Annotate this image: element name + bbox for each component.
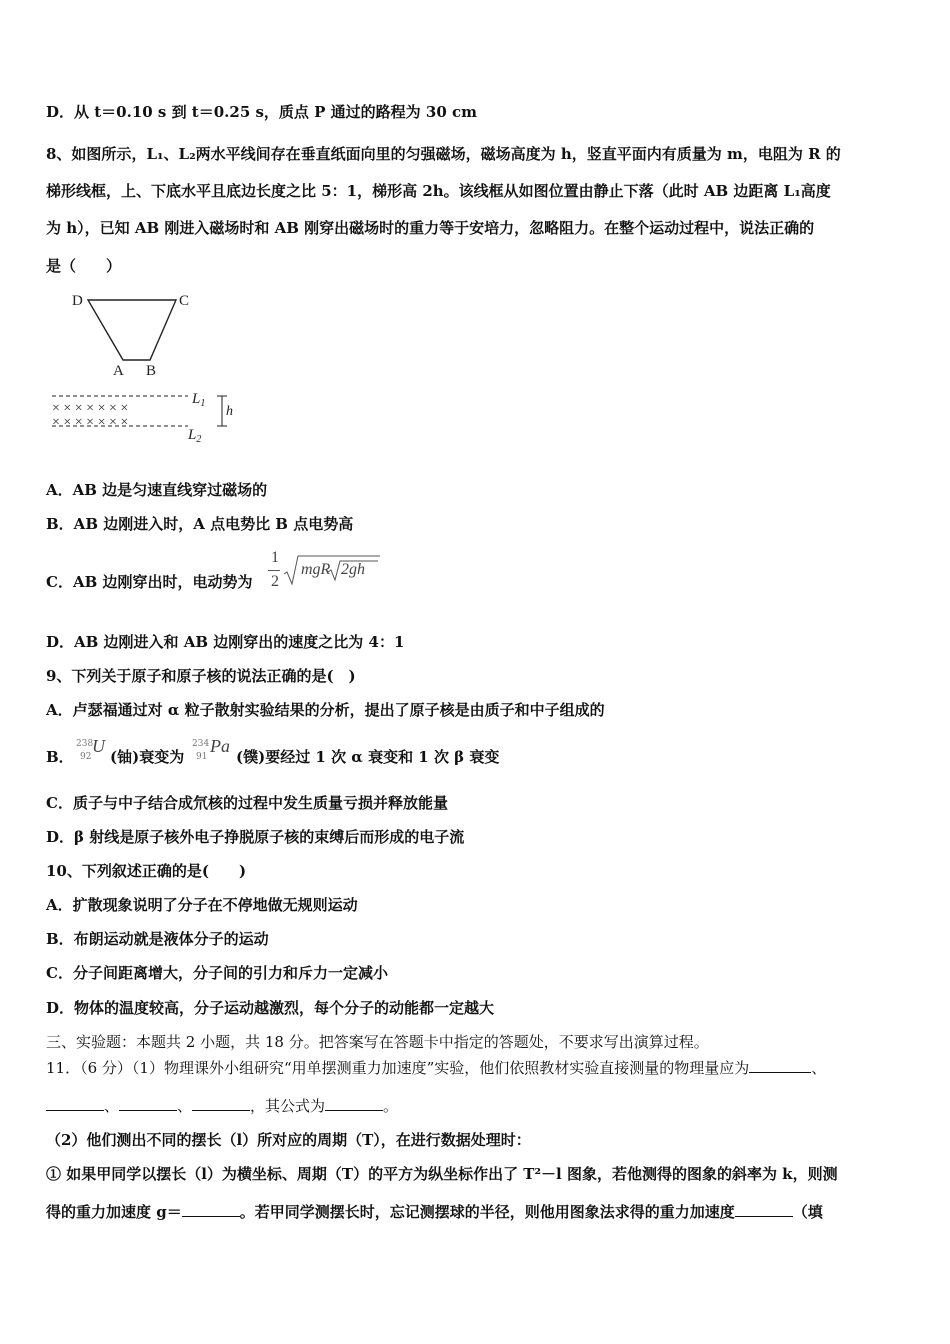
q11-line-2: 、 、 ，其公式为 。 xyxy=(46,1096,398,1116)
label-a: A xyxy=(113,363,124,379)
q9-option-a: A．卢瑟福通过对 α 粒子散射实验结果的分析，提出了原子核是由质子和中子组成的 xyxy=(46,701,605,719)
answer-blank-g-effect[interactable] xyxy=(735,1202,793,1217)
q9-option-d: D．β 射线是原子核外电子挣脱原子核的束缚后而形成的电子流 xyxy=(46,828,465,846)
q8-stem-line-3: 为 h），已知 AB 刚进入磁场时和 AB 刚穿出磁场时的重力等于安培力，忽略阻力。在整个运动过程中，说法正确的 xyxy=(46,219,815,237)
q8-option-d: D．AB 边刚进入和 AB 边刚穿出的速度之比为 4：1 xyxy=(46,633,405,651)
label-l1: $L_1$ xyxy=(192,391,206,409)
label-d: D xyxy=(72,293,83,309)
q11-sub1-line-1: ① 如果甲同学以摆长（l）为横坐标、周期（T）的平方为纵坐标作出了 T²－l 图象，若他测得的图象的斜率为 k，则测 xyxy=(46,1165,838,1183)
q11-part-2: （2）他们测出不同的摆长（l）所对应的周期（T），在进行数据处理时： xyxy=(46,1131,531,1149)
label-h: h xyxy=(226,404,233,419)
label-c: C xyxy=(179,293,190,309)
trapezoid-frame xyxy=(88,300,176,360)
q8-option-a: A．AB 边是匀速直线穿过磁场的 xyxy=(46,481,268,499)
q10-option-a: A．扩散现象说明了分子在不停地做无规则运动 xyxy=(46,896,358,914)
q8-stem-line-2: 梯形线框，上、下底水平且底边长度之比 5：1，梯形高 2h。该线框从如图位置由静止下落（此时 AB 边距离 L₁高度 xyxy=(46,182,831,200)
q8-stem-line-4: 是（ ） xyxy=(46,257,122,275)
answer-blank-g[interactable] xyxy=(182,1202,240,1217)
q10-option-d: D．物体的温度较高，分子运动越激烈，每个分子的动能都一定越大 xyxy=(46,999,495,1017)
q11-line-1: 11．（6 分）（1）物理课外小组研究“用单摆测重力加速度”实验，他们依照教材实验直接测量的物理量应为 、 xyxy=(46,1059,827,1077)
q9-option-c: C．质子与中子结合成氘核的过程中发生质量亏损并释放能量 xyxy=(46,794,448,812)
field-crosses-row-2: × × × × × × × xyxy=(52,415,129,430)
q9-stem: 9、下列关于原子和原子核的说法正确的是( ) xyxy=(46,667,356,685)
q8-trapezoid-figure xyxy=(46,286,246,444)
q8-stem-line-1: 8、如图所示，L₁、L₂两水平线间存在垂直纸面向里的匀强磁场，磁场高度为 h，竖直平面内有质量为 m，电阻为 R 的 xyxy=(46,145,841,163)
q10-option-b: B．布朗运动就是液体分子的运动 xyxy=(46,930,269,948)
answer-blank-formula[interactable] xyxy=(325,1096,383,1111)
answer-blank-4[interactable] xyxy=(192,1096,250,1111)
q7-option-d: D．从 t＝0.10 s 到 t＝0.25 s，质点 P 通过的路程为 30 cm xyxy=(46,103,477,121)
answer-blank-2[interactable] xyxy=(46,1096,104,1111)
q8-option-c-text: C．AB 边刚穿出时，电动势为 xyxy=(46,573,253,591)
answer-blank-3[interactable] xyxy=(119,1096,177,1111)
label-l2: $L_2$ xyxy=(188,427,202,444)
q10-option-c: C．分子间距离增大，分子间的引力和斥力一定减小 xyxy=(46,964,388,982)
q11-sub1-line-2: 得的重力加速度 g＝ 。若甲同学测摆长时，忘记测摆球的半径，则他用图象法求得的重力加速度 （填 xyxy=(46,1203,823,1221)
q10-stem: 10、下列叙述正确的是( ) xyxy=(46,862,247,880)
field-crosses-row-1: × × × × × × × xyxy=(52,401,129,416)
answer-blank-1[interactable] xyxy=(749,1058,811,1073)
q8-option-b: B．AB 边刚进入时，A 点电势比 B 点电势高 xyxy=(46,515,354,533)
section-3-heading: 三、实验题：本题共 2 小题，共 18 分。把答案写在答题卡中指定的答题处，不要求写出演算过程。 xyxy=(46,1033,709,1051)
emf-formula: 1 2 mgR 2gh xyxy=(268,548,388,594)
label-b: B xyxy=(146,363,157,379)
